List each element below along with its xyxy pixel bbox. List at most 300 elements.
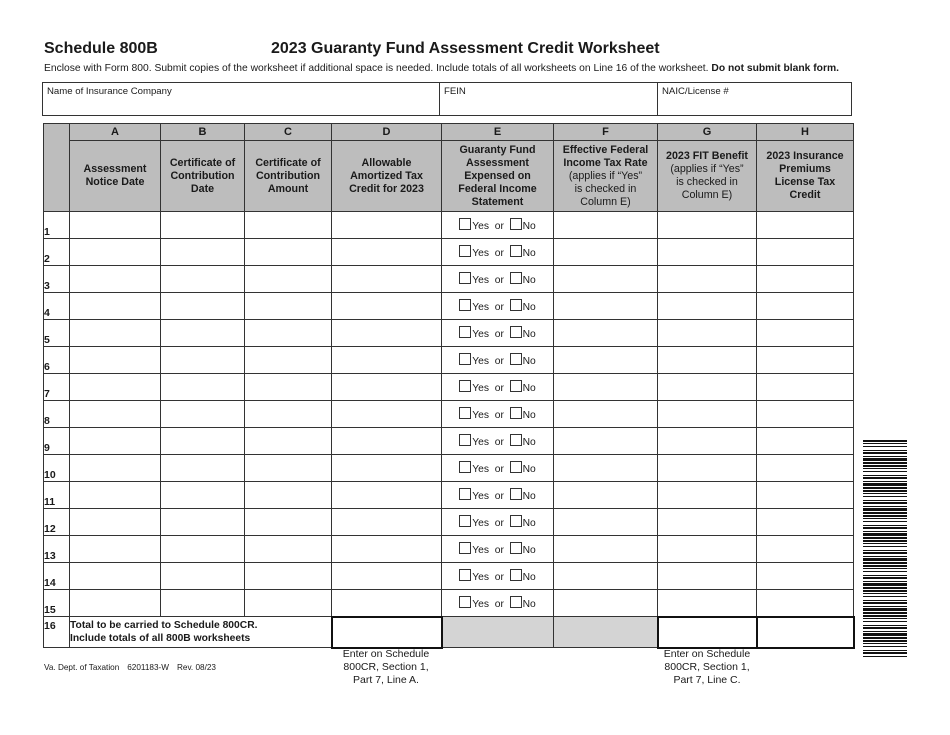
barcode-bar: [863, 646, 907, 647]
column-b-input[interactable]: [161, 563, 245, 590]
column-b-input[interactable]: [161, 482, 245, 509]
column-d-input[interactable]: [332, 455, 442, 482]
barcode-bar: [863, 462, 907, 464]
table-row: [44, 374, 854, 401]
barcode-bar: [863, 518, 907, 519]
column-g-input[interactable]: [658, 482, 757, 509]
no-label: No: [522, 302, 536, 313]
yes-no-choice: [442, 347, 554, 374]
column-a-input[interactable]: [70, 590, 161, 617]
column-g-input[interactable]: [658, 293, 757, 320]
no-label: No: [522, 383, 536, 394]
yes-no-choice: [442, 266, 554, 293]
barcode-bar: [863, 502, 907, 504]
column-f-input[interactable]: [554, 401, 658, 428]
line-number: 15: [44, 590, 70, 617]
barcode-bar: [863, 606, 907, 607]
form-footer: [44, 663, 224, 672]
or-label: or: [494, 545, 504, 556]
no-checkbox[interactable]: [510, 326, 522, 338]
barcode-bar: [863, 596, 907, 597]
line-number: 10: [44, 455, 70, 482]
column-b-input[interactable]: [161, 536, 245, 563]
column-a-input[interactable]: [70, 239, 161, 266]
line-number: 5: [44, 320, 70, 347]
barcode-bar: [863, 440, 907, 442]
no-label: No: [522, 221, 536, 232]
line-number: 6: [44, 347, 70, 374]
barcode-bar: [863, 600, 907, 601]
column-letter-d: D: [332, 124, 442, 141]
barcode-bar: [863, 475, 907, 476]
barcode-bar: [863, 618, 907, 619]
table-row: [44, 428, 854, 455]
yes-checkbox[interactable]: [459, 434, 471, 446]
barcode-bar: [863, 443, 907, 444]
yes-checkbox[interactable]: [459, 326, 471, 338]
line-number: 16: [44, 617, 70, 648]
total-column-e-shaded: [442, 617, 554, 648]
column-g-input[interactable]: [658, 239, 757, 266]
total-column-h-input[interactable]: [757, 617, 854, 648]
barcode-bar: [863, 621, 907, 622]
yes-label: Yes: [472, 491, 489, 502]
yes-no-choice: [442, 536, 554, 563]
yes-checkbox[interactable]: [459, 245, 471, 257]
fein-label: FEIN: [444, 86, 466, 97]
barcode-bar: [863, 550, 907, 551]
barcode-bar: [863, 615, 907, 617]
or-label: or: [494, 464, 504, 475]
instructions-warning: Do not submit blank form.: [711, 63, 839, 74]
table-row: [44, 347, 854, 374]
column-b-input[interactable]: [161, 374, 245, 401]
yes-checkbox[interactable]: [459, 299, 471, 311]
column-h-input[interactable]: [757, 509, 854, 536]
total-column-g-input[interactable]: [658, 617, 757, 648]
no-checkbox[interactable]: [510, 596, 522, 608]
yes-checkbox[interactable]: [459, 407, 471, 419]
barcode-bar: [863, 446, 907, 447]
barcode-bar: [863, 543, 907, 544]
column-a-input[interactable]: [70, 563, 161, 590]
barcode-bar: [863, 643, 907, 644]
line-number: 11: [44, 482, 70, 509]
table-row: [44, 536, 854, 563]
yes-checkbox[interactable]: [459, 272, 471, 284]
barcode-bar: [863, 533, 907, 536]
table-row: [44, 455, 854, 482]
column-f-input[interactable]: [554, 428, 658, 455]
column-c-input[interactable]: [245, 590, 332, 617]
column-b-input[interactable]: [161, 509, 245, 536]
column-a-input[interactable]: [70, 347, 161, 374]
form-revision: Rev. 08/23: [176, 663, 216, 672]
column-c-input[interactable]: [245, 320, 332, 347]
or-label: or: [494, 599, 504, 610]
yes-checkbox[interactable]: [459, 461, 471, 473]
column-a-input[interactable]: [70, 266, 161, 293]
or-label: or: [494, 518, 504, 529]
barcode-bar: [863, 483, 907, 486]
column-f-input[interactable]: [554, 455, 658, 482]
column-c-input[interactable]: [245, 239, 332, 266]
yes-no-choice: [442, 212, 554, 239]
barcode-bar: [863, 468, 907, 469]
column-f-input[interactable]: [554, 482, 658, 509]
line-number: 13: [44, 536, 70, 563]
barcode-bar: [863, 593, 907, 594]
column-a-input[interactable]: [70, 374, 161, 401]
column-g-input[interactable]: [658, 347, 757, 374]
column-g-input[interactable]: [658, 428, 757, 455]
company-name-field[interactable]: [43, 83, 440, 115]
column-h-input[interactable]: [757, 212, 854, 239]
no-checkbox[interactable]: [510, 407, 522, 419]
column-g-input[interactable]: [658, 590, 757, 617]
column-d-input[interactable]: [332, 509, 442, 536]
no-checkbox[interactable]: [510, 488, 522, 500]
no-checkbox[interactable]: [510, 380, 522, 392]
line-number: 3: [44, 266, 70, 293]
column-d-input[interactable]: [332, 590, 442, 617]
column-header-g: 2023 FIT Benefit (applies if “Yes” is checked in Column E): [658, 141, 757, 212]
barcode-bar: [863, 608, 907, 611]
barcode-bar: [863, 562, 907, 564]
column-b-input[interactable]: [161, 293, 245, 320]
column-d-input[interactable]: [332, 293, 442, 320]
barcode-bar: [863, 656, 907, 657]
or-label: or: [494, 329, 504, 340]
table-row: [44, 563, 854, 590]
or-label: or: [494, 356, 504, 367]
barcode-bar: [863, 515, 907, 517]
line-number: 2: [44, 239, 70, 266]
barcode-bar: [863, 637, 907, 639]
column-g-input[interactable]: [658, 374, 757, 401]
column-g-input[interactable]: [658, 266, 757, 293]
column-h-input[interactable]: [757, 347, 854, 374]
yes-no-choice: [442, 455, 554, 482]
barcode-bar: [863, 552, 907, 554]
barcode-bar: [863, 583, 907, 586]
no-checkbox[interactable]: [510, 569, 522, 581]
column-header-d: Allowable Amortized Tax Credit for 2023: [332, 141, 442, 212]
column-h-input[interactable]: [757, 266, 854, 293]
column-c-input[interactable]: [245, 401, 332, 428]
no-label: No: [522, 437, 536, 448]
column-a-input[interactable]: [70, 455, 161, 482]
no-checkbox[interactable]: [510, 461, 522, 473]
column-b-input[interactable]: [161, 428, 245, 455]
column-f-input[interactable]: [554, 509, 658, 536]
barcode-bar: [863, 452, 907, 454]
barcode-bar: [863, 556, 907, 557]
or-label: or: [494, 383, 504, 394]
worksheet-table: [43, 123, 855, 649]
column-a-input[interactable]: [70, 536, 161, 563]
yes-label: Yes: [472, 248, 489, 259]
total-label: Total to be carried to Schedule 800CR. Include totals of all 800B worksheets: [70, 617, 332, 648]
no-checkbox[interactable]: [510, 515, 522, 527]
column-c-input[interactable]: [245, 455, 332, 482]
yes-checkbox[interactable]: [459, 569, 471, 581]
column-f-input[interactable]: [554, 239, 658, 266]
naic-license-field[interactable]: [658, 83, 853, 115]
barcode-bar: [863, 450, 907, 451]
column-f-input[interactable]: [554, 347, 658, 374]
barcode-bar: [863, 602, 907, 604]
yes-no-choice: [442, 428, 554, 455]
column-c-input[interactable]: [245, 509, 332, 536]
column-b-input[interactable]: [161, 212, 245, 239]
column-g-input[interactable]: [658, 320, 757, 347]
total-column-f-shaded: [554, 617, 658, 648]
column-a-input[interactable]: [70, 401, 161, 428]
no-label: No: [522, 599, 536, 610]
column-a-input[interactable]: [70, 428, 161, 455]
yes-label: Yes: [472, 464, 489, 475]
column-letter-g: G: [658, 124, 757, 141]
barcode-bar: [863, 525, 907, 526]
or-label: or: [494, 275, 504, 286]
line-number: 14: [44, 563, 70, 590]
barcode-bar: [863, 506, 907, 507]
column-f-input[interactable]: [554, 563, 658, 590]
or-label: or: [494, 248, 504, 259]
column-f-input[interactable]: [554, 212, 658, 239]
barcode-bar: [863, 546, 907, 547]
column-header-f: Effective Federal Income Tax Rate (applies if “Yes” is checked in Column E): [554, 141, 658, 212]
column-h-input[interactable]: [757, 536, 854, 563]
column-g-input[interactable]: [658, 212, 757, 239]
barcode-bar: [863, 490, 907, 492]
barcode-bar: [863, 633, 907, 636]
column-d-input[interactable]: [332, 239, 442, 266]
column-c-input[interactable]: [245, 536, 332, 563]
no-label: No: [522, 491, 536, 502]
yes-label: Yes: [472, 545, 489, 556]
column-d-input[interactable]: [332, 266, 442, 293]
yes-checkbox[interactable]: [459, 353, 471, 365]
column-d-input[interactable]: [332, 482, 442, 509]
table-row: [44, 509, 854, 536]
column-g-input[interactable]: [658, 455, 757, 482]
barcode-bar: [863, 571, 907, 572]
column-d-input[interactable]: [332, 347, 442, 374]
yes-checkbox[interactable]: [459, 515, 471, 527]
column-d-input[interactable]: [332, 428, 442, 455]
barcode-bar: [863, 631, 907, 632]
barcode-bar: [863, 521, 907, 522]
yes-checkbox[interactable]: [459, 380, 471, 392]
yes-label: Yes: [472, 599, 489, 610]
form-number: 6201183-W: [127, 663, 169, 672]
column-f-input[interactable]: [554, 320, 658, 347]
column-d-instruction: Enter on Schedule 800CR, Section 1, Part 7, Line A.: [342, 648, 430, 686]
barcode-bar: [863, 581, 907, 582]
column-d-input[interactable]: [332, 374, 442, 401]
barcode-bar: [863, 540, 907, 542]
yes-no-choice: [442, 509, 554, 536]
yes-checkbox[interactable]: [459, 488, 471, 500]
column-b-input[interactable]: [161, 266, 245, 293]
no-label: No: [522, 329, 536, 340]
barcode-bar: [863, 590, 907, 592]
line-number: 8: [44, 401, 70, 428]
yes-no-choice: [442, 563, 554, 590]
column-h-input[interactable]: [757, 293, 854, 320]
column-h-input[interactable]: [757, 320, 854, 347]
column-letter-f: F: [554, 124, 658, 141]
column-f-input[interactable]: [554, 266, 658, 293]
yes-label: Yes: [472, 221, 489, 232]
column-g-input[interactable]: [658, 536, 757, 563]
column-d-input[interactable]: [332, 212, 442, 239]
barcode-bar: [863, 487, 907, 489]
column-b-input[interactable]: [161, 455, 245, 482]
no-checkbox[interactable]: [510, 353, 522, 365]
column-c-input[interactable]: [245, 293, 332, 320]
column-g-input[interactable]: [658, 401, 757, 428]
column-c-input[interactable]: [245, 428, 332, 455]
no-checkbox[interactable]: [510, 542, 522, 554]
yes-label: Yes: [472, 437, 489, 448]
column-header-a: Assessment Notice Date: [70, 141, 161, 212]
column-h-input[interactable]: [757, 482, 854, 509]
column-h-input[interactable]: [757, 428, 854, 455]
no-checkbox[interactable]: [510, 245, 522, 257]
column-c-input[interactable]: [245, 482, 332, 509]
line-number: 4: [44, 293, 70, 320]
table-row: [44, 320, 854, 347]
line-number-header: [44, 124, 70, 212]
column-d-input[interactable]: [332, 563, 442, 590]
column-g-input[interactable]: [658, 509, 757, 536]
no-label: No: [522, 356, 536, 367]
column-a-input[interactable]: [70, 509, 161, 536]
schedule-number: Schedule 800B: [44, 40, 158, 57]
barcode-bar: [863, 625, 907, 626]
column-d-input[interactable]: [332, 536, 442, 563]
no-label: No: [522, 248, 536, 259]
column-header-c: Certificate of Contribution Amount: [245, 141, 332, 212]
column-h-input[interactable]: [757, 401, 854, 428]
taxpayer-id-box: [42, 82, 852, 116]
no-label: No: [522, 518, 536, 529]
column-f-input[interactable]: [554, 293, 658, 320]
column-c-input[interactable]: [245, 347, 332, 374]
column-c-input[interactable]: [245, 563, 332, 590]
yes-checkbox[interactable]: [459, 542, 471, 554]
barcode-bar: [863, 575, 907, 576]
column-c-input[interactable]: [245, 212, 332, 239]
naic-license-label: NAIC/License #: [662, 86, 729, 97]
barcode-bar: [863, 627, 907, 629]
column-b-input[interactable]: [161, 401, 245, 428]
yes-no-choice: [442, 482, 554, 509]
yes-checkbox[interactable]: [459, 596, 471, 608]
no-checkbox[interactable]: [510, 218, 522, 230]
or-label: or: [494, 437, 504, 448]
column-g-instruction: Enter on Schedule 800CR, Section 1, Part 7, Line C.: [663, 648, 751, 686]
yes-label: Yes: [472, 572, 489, 583]
yes-checkbox[interactable]: [459, 218, 471, 230]
column-d-input[interactable]: [332, 320, 442, 347]
column-letter-a: A: [70, 124, 161, 141]
column-a-input[interactable]: [70, 212, 161, 239]
instructions: [44, 63, 839, 74]
column-d-input[interactable]: [332, 401, 442, 428]
barcode-bar: [863, 531, 907, 532]
column-f-input[interactable]: [554, 590, 658, 617]
column-letter-c: C: [245, 124, 332, 141]
barcode-bar: [863, 456, 907, 457]
yes-no-choice: [442, 401, 554, 428]
column-c-input[interactable]: [245, 266, 332, 293]
column-f-input[interactable]: [554, 536, 658, 563]
column-a-input[interactable]: [70, 482, 161, 509]
column-a-input[interactable]: [70, 293, 161, 320]
column-b-input[interactable]: [161, 239, 245, 266]
column-h-input[interactable]: [757, 239, 854, 266]
table-row: [44, 401, 854, 428]
barcode-bar: [863, 493, 907, 494]
column-header-h: 2023 Insurance Premiums License Tax Credit: [757, 141, 854, 212]
column-h-input[interactable]: [757, 374, 854, 401]
column-a-input[interactable]: [70, 320, 161, 347]
barcode-bar: [863, 527, 907, 529]
table-row: [44, 590, 854, 617]
barcode-bar: [863, 465, 907, 467]
column-b-input[interactable]: [161, 590, 245, 617]
no-label: No: [522, 275, 536, 286]
column-g-input[interactable]: [658, 563, 757, 590]
line-number: 7: [44, 374, 70, 401]
yes-no-choice: [442, 590, 554, 617]
no-checkbox[interactable]: [510, 272, 522, 284]
barcode-bar: [863, 612, 907, 614]
no-checkbox[interactable]: [510, 434, 522, 446]
yes-label: Yes: [472, 275, 489, 286]
line-number: 1: [44, 212, 70, 239]
fein-field[interactable]: [440, 83, 658, 115]
barcode-bar: [863, 652, 907, 654]
company-name-label: Name of Insurance Company: [47, 86, 172, 97]
barcode-bar: [863, 500, 907, 501]
instructions-text: Enclose with Form 800. Submit copies of the worksheet if additional space is needed. Include totals of all worksheets on Line 16 of the worksheet.: [44, 63, 709, 74]
total-row: [44, 617, 854, 648]
yes-label: Yes: [472, 518, 489, 529]
yes-no-choice: [442, 293, 554, 320]
table-row: [44, 482, 854, 509]
column-c-input[interactable]: [245, 374, 332, 401]
column-f-input[interactable]: [554, 374, 658, 401]
total-column-d-input[interactable]: [332, 617, 442, 648]
no-label: No: [522, 545, 536, 556]
barcode-bar: [863, 537, 907, 539]
column-h-input[interactable]: [757, 455, 854, 482]
column-b-input[interactable]: [161, 320, 245, 347]
column-h-input[interactable]: [757, 563, 854, 590]
barcode-icon: [863, 440, 907, 658]
line-number: 9: [44, 428, 70, 455]
column-b-input[interactable]: [161, 347, 245, 374]
barcode-bar: [863, 568, 907, 569]
barcode-bar: [863, 512, 907, 514]
column-h-input[interactable]: [757, 590, 854, 617]
no-checkbox[interactable]: [510, 299, 522, 311]
